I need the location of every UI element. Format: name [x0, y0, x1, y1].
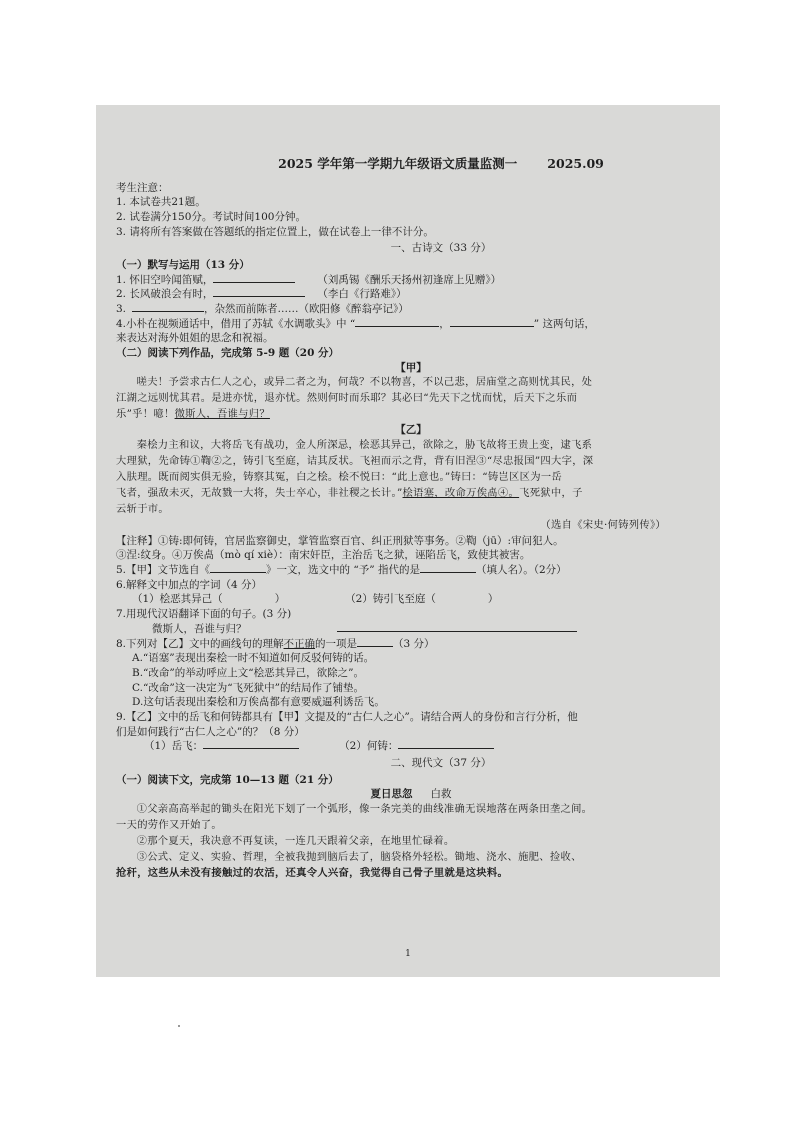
- question-2: 2. 长风破浪会有时， （李白《行路难》）: [116, 288, 407, 301]
- answer-blank: [203, 739, 299, 749]
- passage-jia: 嗟夫！予尝求古仁人之心，或异二者之为，何哉？不以物喜，不以己悲，居庙堂之高则忧其民，处 江湖之远则忧其君。是进亦忧，退亦忧。然则何时而乐耶？其必曰“先天下之忧而忧，后天下之乐而 乐”乎！噫！微斯人，吾谁与归？: [116, 376, 593, 421]
- question-5: 5.【甲】文节选自《 》一文，选文中的 “予” 指代的是 （填人名）。（2分）: [116, 564, 567, 577]
- question-6-items: （1）桧恶其异己（ ） （2）铸引飞至庭（ ）: [132, 593, 499, 606]
- question-7-sentence: 微斯人，吾谁与归？: [116, 622, 706, 637]
- answer-blank: [213, 273, 295, 283]
- annotation: ③涅:纹身。④万俟卨（mò qí xiè）：南宋奸臣，主治岳飞之狱，诬陷岳飞，致使其被害。: [116, 549, 531, 562]
- passage-yi-source: （选自《宋史·何铸列传》）: [540, 518, 666, 531]
- option-c: C.“改命”这一决定为“飞死狱中”的结局作了铺垫。: [132, 681, 364, 694]
- passage-yi: 秦桧力主和议，大将岳飞有战功，金人所深忌，桧恶其异己，欲除之，胁飞故将王贵上变，逮飞系 大理狱，先命铸①鞫②之，铸引飞至庭，诘其反状。飞袒而示之背，背有旧涅③“尽忠报国”四大字，深 入肤理。既而阅实俱无验，铸察其冤，白之桧。桧不悦曰：“此上意也。”铸曰：“铸岂区区为一岳 飞者，强敌未灭，无故戮一大将，失士卒心，非社稷之长计。”桧语塞，改命万俟卨④。飞死狱中，子 云斩于市。 （选自《宋史·何铸列传》）: [116, 438, 706, 534]
- notice-item: 2. 试卷满分150分。考试时间100分钟。: [116, 210, 306, 223]
- exam-paper: [96, 105, 720, 977]
- question-8: 8.下列对【乙】文中的画线句的理解不正确的一项是 （3 分）: [116, 637, 435, 650]
- underlined-sentence: 微斯人，吾谁与归？: [174, 408, 270, 421]
- passage-jia-label: 【甲】: [395, 361, 427, 374]
- answer-blank: [450, 317, 534, 327]
- underlined-sentence: 桧语塞，改命万俟卨④。: [402, 486, 520, 499]
- question-4: 4.小朴在视频通话中，借用了苏轼《水调歌头》中 “ ， ” 这两句话，: [116, 317, 595, 330]
- article-body: ①父亲高高举起的锄头在阳光下划了一个弧形，像一条完美的曲线准确无误地落在两条田垄之间。 一天的劳作又开始了。 ②那个夏天，我决意不再复读，一连几天跟着父亲，在地里忙碌着。 ③公式、定义、实验、哲理，全被我抛到脑后去了，脑袋格外轻松。锄地、浇水、施肥、捡收、 抢秆，这些从未没有接触过的农活，还真令人兴奋，我觉得自己骨子里就是这块料。: [116, 803, 593, 879]
- answer-blank: [337, 622, 577, 632]
- part1-title: 一、古诗文（33 分）: [390, 242, 492, 255]
- question-1: 1. 怀旧空吟闻笛赋， （刘禹锡《酬乐天扬州初逢席上见赠》）: [116, 273, 502, 286]
- scan-speck: [178, 1025, 180, 1027]
- notice-heading: 考生注意：: [116, 181, 169, 194]
- answer-blank: [210, 563, 266, 573]
- option-a: A.“语塞”表现出秦桧一时不知道如何反驳何铸的话。: [132, 652, 375, 665]
- question-9-cont: 们是如何践行“古仁人之心”的？（8 分）: [116, 725, 305, 738]
- annotation: 【注释】①铸:即何铸，官居监察御史，掌管监察百官、纠正刑狱等事务。②鞫（jū）:审问犯人。: [116, 534, 564, 547]
- page-number: 1: [405, 949, 411, 960]
- article-title: 夏日思忽 白救: [370, 788, 452, 801]
- question-3: 3. ，杂然而前陈者……（欧阳修《醉翁亭记》）: [116, 303, 409, 315]
- answer-blank: [357, 637, 393, 647]
- question-4-cont: 来表达对海外姐姐的思念和祝福。: [116, 332, 274, 345]
- part2-sec1-title: （一）阅读下文，完成第 10—13 题（21 分）: [116, 773, 339, 786]
- exam-date: 2025.09: [547, 156, 604, 171]
- answer-blank: [420, 563, 476, 573]
- question-6: 6.解释文中加点的字词（4 分）: [116, 578, 263, 591]
- answer-blank: [398, 739, 494, 749]
- exam-title: [116, 155, 706, 173]
- answer-blank: [213, 287, 305, 297]
- notice-item: 3. 请将所有答案做在答题纸的指定位置上，做在试卷上一律不计分。: [116, 225, 434, 238]
- exam-title-text: 2025 学年第一学期九年级语文质量监测一: [278, 156, 518, 171]
- answer-blank: [355, 317, 439, 327]
- option-b: B.“改命”的举动呼应上文“桧恶其异己，欲除之”。: [132, 666, 365, 679]
- answer-blank: [132, 302, 204, 312]
- part1-sec2-title: （二）阅读下列作品，完成第 5-9 题（20 分）: [116, 347, 340, 360]
- part1-sec1-title: （一）默写与运用（13 分）: [116, 258, 250, 271]
- question-9-items: （1）岳飞： （2）何铸：: [116, 739, 706, 754]
- question-7: 7.用现代汉语翻译下面的句子。(3 分): [116, 608, 292, 621]
- passage-yi-label: 【乙】: [395, 424, 427, 437]
- option-d: D.这句话表现出秦桧和万俟卨都有意要威逼利诱岳飞。: [132, 696, 385, 709]
- part2-title: 二、现代文（37 分）: [390, 757, 492, 770]
- question-9: 9.【乙】文中的岳飞和何铸都具有【甲】文提及的“古仁人之心”。请结合两人的身份和言行分析，他: [116, 710, 578, 723]
- notice-item: 1. 本试卷共21题。: [116, 196, 206, 209]
- article-author: 白救: [430, 788, 452, 801]
